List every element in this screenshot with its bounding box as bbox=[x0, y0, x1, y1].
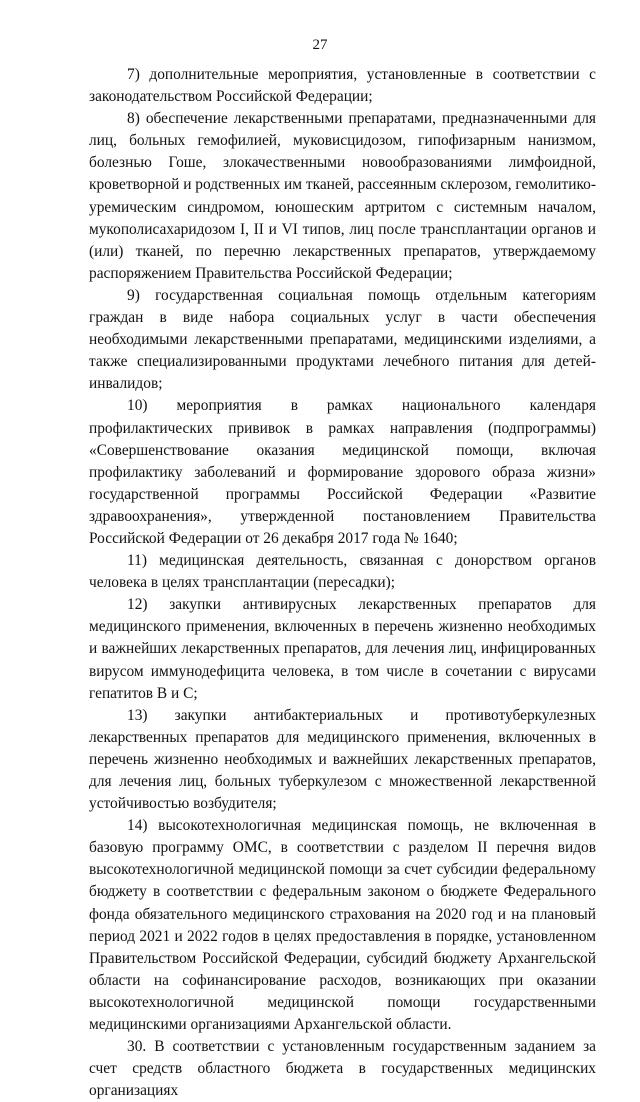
paragraph-item-12: 12) закупки антивирусных лекарственных препаратов для медицинского применения, включенных в перечень жизненно необходимых и важнейших лекарственных препаратов, для лечения лиц, инфицированных вирусом иммунодефицита человека, в том числе в сочетании с вирусами гепатитов B и C; bbox=[89, 596, 596, 702]
paragraph-item-11: 11) медицинская деятельность, связанная с донорством органов человека в целях трансплантации (пересадки); bbox=[89, 552, 596, 592]
paragraph-item-9: 9) государственная социальная помощь отдельным категориям граждан в виде набора социальных услуг в части обеспечения необходимыми лекарственными препаратами, медицинскими изделиями, а также специализированными продуктами лечебного питания для детей-инвалидов; bbox=[89, 286, 596, 393]
page-number: 27 bbox=[312, 37, 328, 53]
paragraph-item-8: 8) обеспечение лекарственными препаратами, предназначенными для лиц, больных гемофилией, муковисцидозом, гипофизарным нанизмом, болезнью Гоше, злокачественными новообразованиями лимфоидной, кроветворной и родственных им тканей, рассеянным склерозом, гемолитико-уремическим синдромом, юношеским артритом с системным началом, мукополисахаридозом I, II и VI типов, лиц после трансплантации органов и (или) тканей, по перечню лекарственных препаратов, утверждаемому распоряжением Правительства Российской Федерации; bbox=[89, 110, 596, 282]
paragraph-item-7: 7) дополнительные мероприятия, установленные в соответствии с законодательством Российской Федерации; bbox=[89, 66, 596, 106]
paragraph-item-14: 14) высокотехнологичная медицинская помощь, не включенная в базовую программу ОМС, в соответствии с разделом II перечня видов высокотехнологичной медицинской помощи за счет субсидии федеральному бюджету в соответствии с федеральным законом о бюджете Федерального фонда обязательного медицинского страхования на 2020 год и на плановый период 2021 и 2022 годов в целях предоставления в порядке, установленном Правительством Российской Федерации, субсидий бюджету Архангельской области на софинансирование расходов, возникающих при оказании высокотехнологичной медицинской помощи государственными медицинскими организациями Архангельской области. bbox=[89, 817, 596, 1034]
document-body bbox=[89, 64, 596, 1102]
paragraph-item-13: 13) закупки антибактериальных и противотуберкулезных лекарственных препаратов для медицинского применения, включенных в перечень жизненно необходимых и важнейших лекарственных препаратов, для лечения лиц, больных туберкулезом с множественной лекарственной устойчивостью возбудителя; bbox=[89, 706, 596, 813]
paragraph-section-30: 30. В соответствии с установленным государственным заданием за счет средств областного бюджета в государственных медицинских организациях bbox=[89, 1038, 596, 1100]
paragraph-item-10: 10) мероприятия в рамках национального календаря профилактических прививок в рамках направления (подпрограммы) «Совершенствование оказания медицинской помощи, включая профилактику заболеваний и формирование здорового образа жизни» государственной программы Российской Федерации «Развитие здравоохранения», утвержденной постановлением Правительства Российской Федерации от 26 декабря 2017 года № 1640; bbox=[89, 397, 596, 547]
